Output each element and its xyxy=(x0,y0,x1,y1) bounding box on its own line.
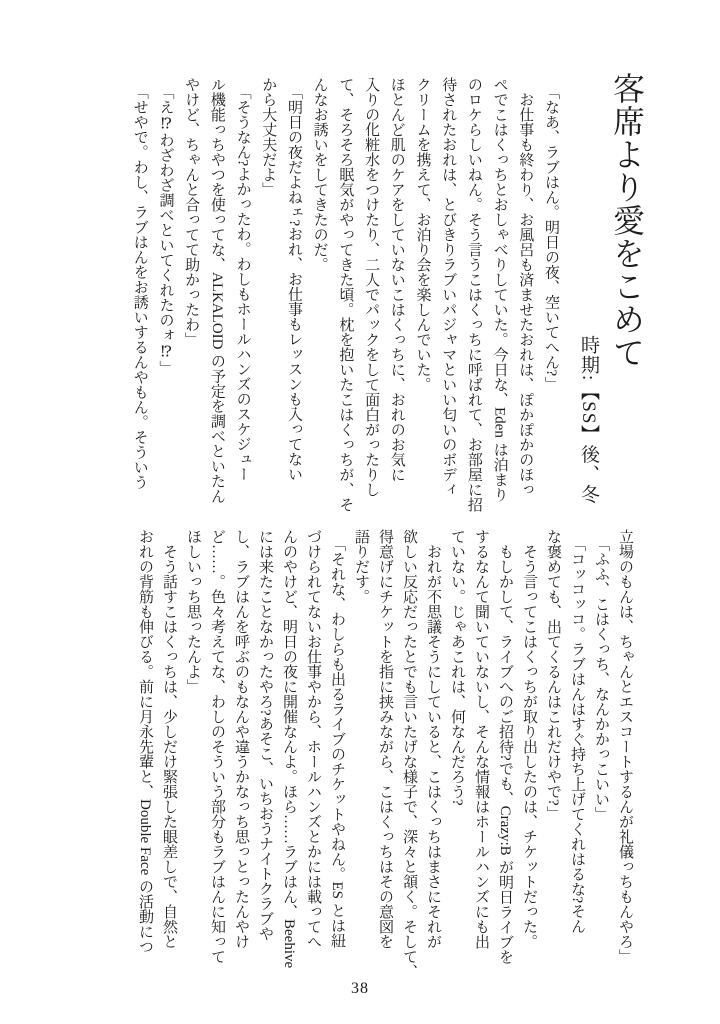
page-title: 客席より愛をこめて xyxy=(609,72,645,369)
text-line: 欲しい反応だったとでも言いたげな様子で、深々と頷く。そして、 xyxy=(401,529,417,979)
text-line: 立場のもんは、ちゃんとエスコートするんが礼儀っちもんやろ」 xyxy=(617,529,633,964)
text-line: づけられてないお仕事やから、ホールハンズとかには載ってへ xyxy=(305,529,321,949)
text-line: んのやけど、明日の夜に開催なんよ。ほら……ラブはん、Beehive xyxy=(281,529,297,969)
text-line: 「明日の夜だよねェ?おれ、お仕事もレッスンも入ってない xyxy=(285,77,302,482)
text-line: んなお誘いをしてきたのだ。 xyxy=(311,77,328,272)
text-block-lower xyxy=(133,529,637,979)
text-line: 語りだす。 xyxy=(353,529,369,604)
story-period-subtitle: 時期:【SS】後、冬 xyxy=(578,335,599,505)
text-line: な褒めても、出てくるんはこれだけやで?」 xyxy=(545,529,561,821)
text-line: ほとんど肌のケアをしていないこはくっちに、おれのお気に xyxy=(388,77,405,482)
page-number: 38 xyxy=(351,980,369,997)
text-line: 「それな、わしらも出るライブのチケットやねん。ES とは紐 xyxy=(329,529,345,948)
text-line: お仕事も終わり、お風呂も済ませたおれは、ぽかぽかのほっ xyxy=(517,77,534,497)
text-line: もしかして、ライブへのご招待?でも、Crazy:B が明日ライブを xyxy=(497,529,513,965)
text-line: 「コッコッコ。ラブはんはすぐ持ち上げてくれはるな?そん xyxy=(569,529,585,934)
text-line: 「なあ、ラブはん。明日の夜、空いてへん?」 xyxy=(543,77,559,392)
text-line: 得意げにチケットを指に挟みながら、こはくっちはその意図を xyxy=(377,529,393,949)
text-line: やけど、ちゃんと合ってて助かったわ」 xyxy=(183,77,200,347)
text-line: 「そうなん?よかったわ。わしもホールハンズのスケジュー xyxy=(234,77,251,482)
text-line: するなんて聞いていないし、そんな情報はホールハンズにも出 xyxy=(473,529,489,949)
text-line: ほしいっち思ったんよ」 xyxy=(185,529,201,694)
text-line: 待されたおれは、とびきりラブいパジャマといい匂いのボディ xyxy=(440,77,457,497)
text-line: 「ふふ、こはくっち、なんかかっこいい」 xyxy=(593,529,609,822)
text-line: 入りの化粧水をつけたり、二人でパックをして面白がったりし xyxy=(363,77,380,497)
text-line: ど……。色々考えてな、わしのそういう部分もラブはんに知って xyxy=(209,529,225,964)
text-line: 「え⁉わざわざ調べといてくれたのォ⁉」 xyxy=(157,77,174,376)
text-line: おれが不思議そうにしていると、こはくっちはまさにそれが xyxy=(425,529,441,949)
text-line: には来たことなかったやろ?あそこ、いちおうナイトクラブや xyxy=(257,529,273,941)
text-line: そう話すこはくっちは、少しだけ緊張した眼差しで、自然と xyxy=(161,529,177,949)
text-line: し、ラブはんを呼ぶのもなんや違うかなっち思っとったんやけ xyxy=(233,529,249,949)
text-line: クリームを携えて、お泊り会を楽しんでいた。 xyxy=(414,77,431,392)
text-line: から大丈夫だよ」 xyxy=(260,77,277,197)
text-line: 「せやで。わし、ラブはんをお誘いするんやもん。そういう xyxy=(131,77,148,490)
text-line: おれの背筋も伸びる。前に月永先輩と、Double Face の活動につ xyxy=(137,529,153,954)
text-line: ぺでこはくっちとおしゃべりしていた。今日な、Eden は泊まり xyxy=(491,77,508,502)
text-block-upper xyxy=(126,77,563,512)
text-line: ル機能っちやつを使ってな、ALKALOID の予定を調べといたん xyxy=(208,77,225,504)
text-line: て、そろそろ眠気がやってきた頃。枕を抱いたこはくっちが、そ xyxy=(337,77,354,512)
text-line: そう言ってこはくっちが取り出したのは、チケットだった。 xyxy=(521,529,537,949)
text-line: ていない。じゃあこれは、何なんだろう? xyxy=(449,529,465,806)
text-line: のロケらしいねん。そう言うこはくっちに呼ばれて、お部屋に招 xyxy=(465,77,482,512)
